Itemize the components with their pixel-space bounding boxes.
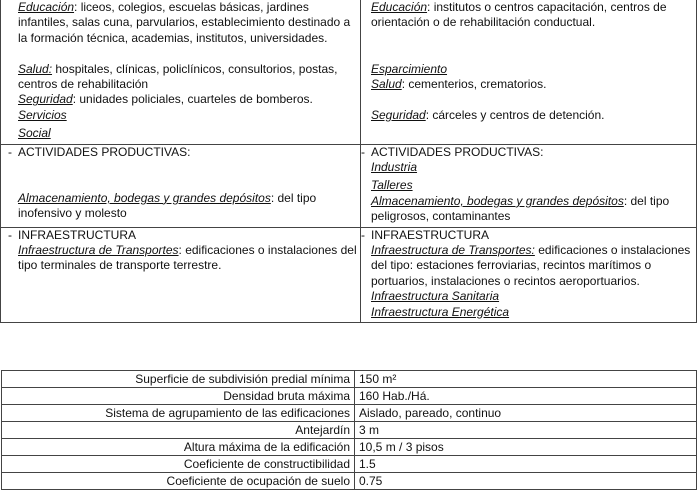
param-value: 10,5 m / 3 pisos: [355, 439, 697, 456]
educacion-label: Educación: [371, 0, 428, 14]
param-value: 1.5: [355, 456, 697, 473]
seguridad-text: : cárceles y centros de detención.: [425, 107, 605, 122]
param-label: Superficie de subdivisión predial mínima: [2, 371, 355, 388]
equipment-allowed-cell: [1, 0, 361, 144]
productive-allowed-cell: [1, 144, 361, 227]
servicios-label: Servicios: [18, 107, 67, 122]
table-row: [2, 405, 697, 422]
seguridad-label: Seguridad: [18, 92, 73, 107]
table-row: [2, 422, 697, 439]
section-heading: ACTIVIDADES PRODUCTIVAS:: [371, 144, 544, 159]
infrastructure-allowed-cell: [1, 227, 361, 322]
transportes-label: Infraestructura de Transportes: [18, 243, 179, 258]
almacenamiento-text: : del tipo inofensivo y molesto: [18, 190, 317, 221]
social-label: Social: [18, 126, 51, 141]
param-value: 0.75: [355, 473, 697, 490]
param-value: 150 m²: [355, 371, 697, 388]
section-heading: ACTIVIDADES PRODUCTIVAS:: [18, 144, 191, 159]
infrastructure-row: [1, 227, 697, 322]
urban-parameters-table: [1, 370, 697, 490]
param-value: 3 m: [355, 422, 697, 439]
param-value: 160 Hab./Há.: [355, 388, 697, 405]
transportes-label: Infraestructura de Transportes:: [371, 243, 535, 258]
infrastructure-prohibited-cell: [361, 227, 697, 322]
almacenamiento-label: Almacenamiento, bodegas y grandes depósitos: [18, 190, 271, 205]
table-row: [2, 388, 697, 405]
almacenamiento-text: : del tipo peligrosos, contaminantes: [371, 193, 670, 224]
bullet-dash: -: [361, 227, 365, 242]
salud-label: Salud:: [18, 61, 53, 76]
equipment-prohibited-cell: [361, 0, 697, 144]
param-label: Densidad bruta máxima: [2, 388, 355, 405]
param-label: Coeficiente de ocupación de suelo: [2, 473, 355, 490]
param-label: Altura máxima de la edificación: [2, 439, 355, 456]
section-heading: INFRAESTRUCTURA: [371, 227, 490, 242]
bullet-dash: -: [361, 144, 365, 159]
section-heading: INFRAESTRUCTURA: [18, 227, 137, 242]
industria-label: Industria: [371, 160, 418, 175]
seguridad-label: Seguridad: [371, 107, 426, 122]
seguridad-text: : unidades policiales, cuarteles de bomberos.: [72, 92, 313, 107]
sanitaria-label: Infraestructura Sanitaria: [371, 289, 500, 304]
salud-text: hospitales, clínicas, policlínicos, consultorios, postas, centros de rehabilitación: [18, 61, 338, 92]
param-label: Antejardín: [2, 422, 355, 439]
transportes-text: edificaciones o instalaciones del tipo: estaciones ferroviarias, recintos marítimos o portuarios, instalaciones o recintos aeroportuarios.: [371, 243, 691, 288]
salud-text: : cementerios, crematorios.: [401, 77, 547, 91]
energetica-label: Infraestructura Energética: [371, 304, 510, 319]
talleres-label: Talleres: [371, 178, 413, 193]
param-value: Aislado, pareado, continuo: [355, 405, 697, 422]
bullet-dash: -: [8, 144, 12, 159]
table-row: [2, 456, 697, 473]
salud-label: Salud: [371, 77, 402, 91]
educacion-text: : liceos, colegios, escuelas básicas, jardines infantiles, salas cuna, parvularios, establecimiento destinado a la formación técnica, academias, institutos, universidades.: [18, 0, 351, 45]
productive-prohibited-cell: [361, 144, 697, 227]
educacion-label: Educación: [18, 0, 75, 14]
productive-row: [1, 144, 697, 227]
param-label: Sistema de agrupamiento de las edificaciones: [2, 405, 355, 422]
educacion-text: : institutos o centros capacitación, centros de orientación o de rehabilitación conductual.: [371, 0, 667, 30]
table-row: [2, 371, 697, 388]
equipment-row: [1, 0, 697, 144]
bullet-dash: -: [8, 227, 12, 242]
esparcimiento-label: Esparcimiento: [371, 61, 448, 76]
param-label: Coeficiente de constructibilidad: [2, 456, 355, 473]
almacenamiento-label: Almacenamiento, bodegas y grandes depósitos: [371, 193, 624, 208]
transportes-text: : edificaciones o instalaciones del tipo terminales de transporte terrestre.: [18, 243, 357, 273]
table-row: [2, 439, 697, 456]
